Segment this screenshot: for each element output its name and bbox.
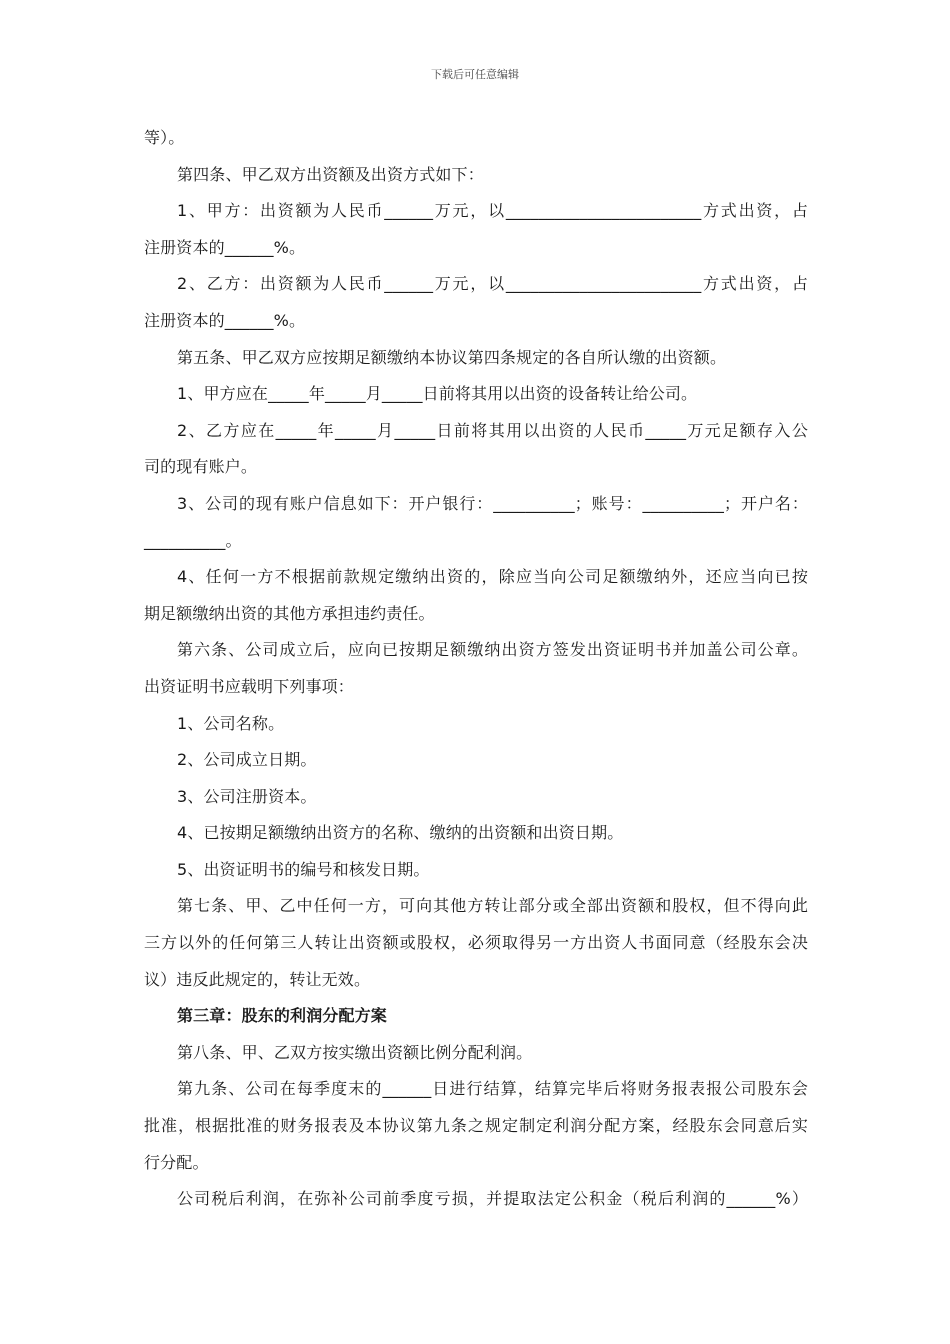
text-line: 第五条、甲乙双方应按期足额缴纳本协议第四条规定的各自所认缴的出资额。 (177, 347, 727, 367)
text-line: 3、公司注册资本。 (177, 786, 317, 806)
text-line: 议）违反此规定的，转让无效。 (144, 969, 371, 989)
text-line: 1、甲方应在_____年_____月_____日前将其用以出资的设备转让给公司。 (177, 384, 698, 404)
text-line: 第八条、甲、乙双方按实缴出资额比例分配利润。 (177, 1042, 533, 1062)
text-line: 4、已按期足额缴纳出资方的名称、缴纳的出资额和出资日期。 (177, 823, 624, 843)
text-line: 第七条、甲、乙中任何一方，可向其他方转让部分或全部出资额和股权，但不得向此 (177, 896, 808, 916)
text-line: 批准，根据批准的财务报表及本协议第九条之规定制定利润分配方案，经股东会同意后实 (144, 1116, 808, 1136)
text-line: 司的现有账户。 (144, 457, 258, 477)
text-line: 第九条、公司在每季度末的______日进行结算，结算完毕后将财务报表报公司股东会 (177, 1079, 808, 1099)
document-body (144, 124, 808, 1222)
text-line: 2、乙方：出资额为人民币______万元，以________________________方式出资，占 (177, 274, 808, 294)
text-line: 行分配。 (144, 1152, 209, 1172)
chapter-heading: 第三章：股东的利润分配方案 (177, 1006, 387, 1026)
text-line: 出资证明书应载明下列事项： (144, 676, 354, 696)
text-line: 2、公司成立日期。 (177, 750, 317, 770)
text-line: 第六条、公司成立后，应向已按期足额缴纳出资方签发出资证明书并加盖公司公章。 (177, 640, 808, 660)
text-line: 期足额缴纳出资的其他方承担违约责任。 (144, 603, 435, 623)
text-line: 5、出资证明书的编号和核发日期。 (177, 859, 430, 879)
text-line: 三方以外的任何第三人转让出资额或股权，必须取得另一方出资人书面同意（经股东会决 (144, 933, 808, 953)
text-line: 第四条、甲乙双方出资额及出资方式如下： (177, 164, 484, 184)
text-line: 4、任何一方不根据前款规定缴纳出资的，除应当向公司足额缴纳外，还应当向已按 (177, 567, 808, 587)
text-line: 公司税后利润，在弥补公司前季度亏损，并提取法定公积金（税后利润的______%） (177, 1189, 808, 1209)
text-line: 1、公司名称。 (177, 713, 285, 733)
text-line: 2、乙方应在_____年_____月_____日前将其用以出资的人民币_____万元足额存入公 (177, 420, 808, 440)
text-line: 1、甲方：出资额为人民币______万元，以________________________方式出资，占 (177, 201, 808, 221)
text-line: 注册资本的______%。 (144, 237, 306, 257)
page-header: 下载后可任意编辑 (431, 68, 519, 81)
text-line: 等）。 (144, 128, 185, 147)
text-line: 3、公司的现有账户信息如下：开户银行：__________；账号：__________；开户名： (177, 493, 808, 513)
text-line: 注册资本的______%。 (144, 310, 306, 330)
text-line: __________。 (144, 530, 242, 550)
